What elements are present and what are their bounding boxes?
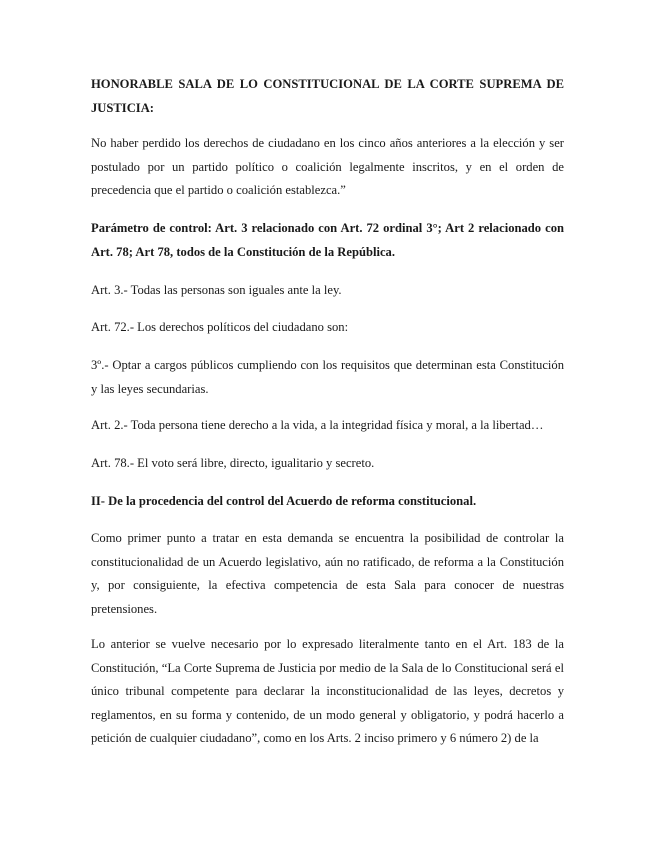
art72-paragraph: Art. 72.- Los derechos políticos del ciudadano son:: [91, 320, 349, 334]
art2-paragraph: Art. 2.- Toda persona tiene derecho a la vida, a la integridad física y moral, a la libertad…: [91, 418, 544, 432]
intro-quote-paragraph: No haber perdido los derechos de ciudadano en los cinco años anteriores a la elección y ser postulado por un partido político o coalición legalmente inscritos, y en el orden de precedencia que el partido o coalición establezca.”: [91, 136, 564, 198]
art3-paragraph: Art. 3.- Todas las personas son iguales ante la ley.: [91, 283, 342, 297]
body-paragraph-1: Como primer punto a tratar en esta demanda se encuentra la posibilidad de controlar la constitucionalidad de un Acuerdo legislativo, aún no ratificado, de reforma a la Constitución y, por consiguiente, la efectiva competencia de esta Sala para conocer de nuestras pretensiones.: [91, 531, 564, 616]
body-paragraph-2: Lo anterior se vuelve necesario por lo expresado literalmente tanto en el Art. 183 de la Constitución, “La Corte Suprema de Justicia por medio de la Sala de lo Constitucional será el único tribunal competente para declarar la inconstitucionalidad de las leyes, decretos y reglamentos, en su forma y contenido, de un modo general y obligatorio, y podrá hacerlo a petición de cualquier ciudadano”, como en los Arts. 2 inciso primero y 6 número 2) de la: [91, 637, 564, 746]
art78-paragraph: Art. 78.- El voto será libre, directo, igualitario y secreto.: [91, 456, 375, 470]
section-heading: II- De la procedencia del control del Acuerdo de reforma constitucional.: [91, 494, 477, 508]
document-heading: HONORABLE SALA DE LO CONSTITUCIONAL DE LA CORTE SUPREMA DE JUSTICIA:: [91, 77, 564, 115]
art72-ordinal3-paragraph: 3º.- Optar a cargos públicos cumpliendo con los requisitos que determinan esta Constitución y las leyes secundarias.: [91, 358, 564, 396]
control-parameter-paragraph: Parámetro de control: Art. 3 relacionado con Art. 72 ordinal 3°; Art 2 relacionado con Art. 78; Art 78, todos de la Constitución de la República.: [91, 221, 564, 259]
